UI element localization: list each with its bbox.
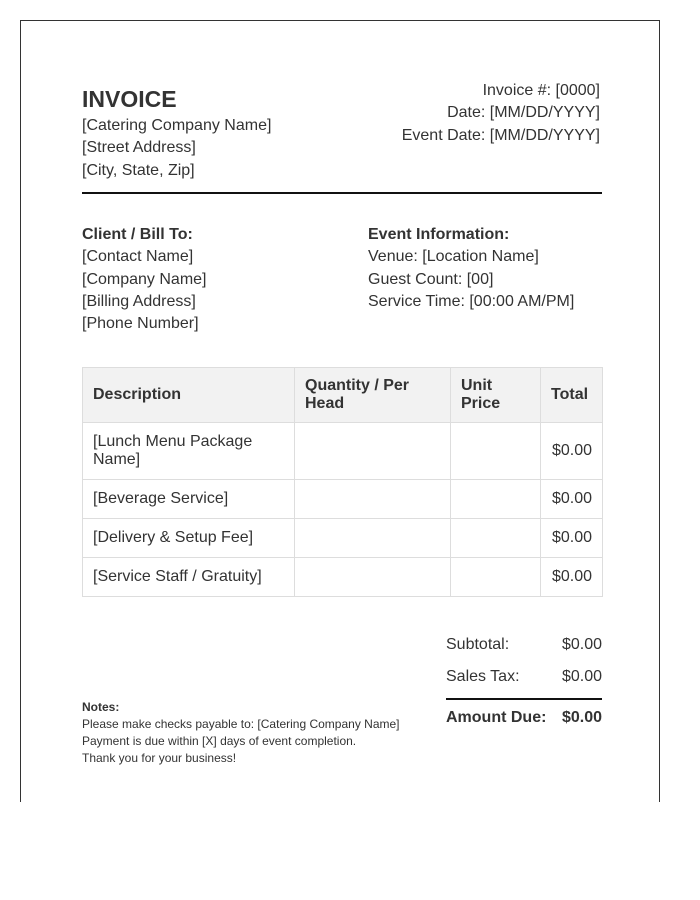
row-unit-price (451, 558, 541, 597)
bill-to-heading: Client / Bill To: (82, 226, 193, 243)
event-info-section (368, 224, 574, 313)
row-unit-price (451, 480, 541, 519)
invoice-title: INVOICE (82, 86, 177, 112)
row-description: [Beverage Service] (83, 480, 295, 519)
invoice-number: Invoice #: [0000] (482, 82, 600, 99)
event-venue: Venue: [Location Name] (368, 248, 539, 266)
row-unit-price (451, 423, 541, 480)
amount-due-label: Amount Due: (446, 709, 547, 726)
row-quantity (295, 423, 451, 480)
notes-line-payable: Please make checks payable to: [Catering Company Name] (82, 717, 400, 731)
header-divider (82, 192, 602, 194)
notes-section (82, 699, 400, 767)
invoice-date: Date: [MM/DD/YYYY] (447, 104, 600, 122)
bill-to-company: [Company Name] (82, 270, 207, 288)
row-total: $0.00 (541, 558, 603, 597)
company-info (82, 115, 271, 182)
row-quantity (295, 519, 451, 558)
amount-due-row (446, 705, 602, 731)
row-quantity (295, 480, 451, 519)
company-street: [Street Address] (82, 139, 196, 157)
subtotal-label: Subtotal: (446, 636, 510, 653)
event-info-heading: Event Information: (368, 226, 510, 243)
header-description: Description (83, 368, 295, 423)
table-row (83, 558, 603, 597)
company-name: [Catering Company Name] (82, 117, 272, 134)
bill-to-section (82, 224, 207, 335)
row-total: $0.00 (541, 480, 603, 519)
bill-to-phone: [Phone Number] (82, 315, 199, 333)
header-quantity: Quantity / Per Head (295, 368, 451, 423)
header-unit-price: Unit Price (451, 368, 541, 423)
row-unit-price (451, 519, 541, 558)
event-service-time: Service Time: [00:00 AM/PM] (368, 292, 575, 310)
row-quantity (295, 558, 451, 597)
event-date: Event Date: [MM/DD/YYYY] (401, 126, 600, 144)
table-row (83, 480, 603, 519)
header-total: Total (541, 368, 603, 423)
line-items-table (82, 367, 603, 597)
table-row (83, 423, 603, 480)
table-header-row (83, 368, 603, 423)
sales-tax-label: Sales Tax: (446, 668, 520, 685)
sales-tax-row (446, 661, 602, 693)
totals-section (446, 629, 602, 726)
bill-to-contact: [Contact Name] (82, 248, 194, 266)
row-total: $0.00 (541, 519, 603, 558)
amount-due-value: $0.00 (561, 709, 602, 726)
notes-line-terms: Payment is due within [X] days of event completion. (82, 734, 357, 748)
event-guest-count: Guest Count: [00] (368, 270, 494, 288)
notes-line-thanks: Thank you for your business! (82, 751, 237, 765)
invoice-page (20, 20, 660, 802)
company-city: [City, State, Zip] (82, 161, 195, 179)
subtotal-row (446, 629, 602, 661)
table-row (83, 519, 603, 558)
notes-heading: Notes: (82, 700, 120, 714)
subtotal-value: $0.00 (561, 636, 602, 653)
row-description: [Lunch Menu Package Name] (83, 423, 295, 480)
sales-tax-value: $0.00 (561, 668, 602, 685)
totals-divider (446, 698, 602, 700)
bill-to-address: [Billing Address] (82, 292, 196, 310)
row-total: $0.00 (541, 423, 603, 480)
invoice-meta (402, 80, 600, 147)
row-description: [Delivery & Setup Fee] (83, 519, 295, 558)
row-description: [Service Staff / Gratuity] (83, 558, 295, 597)
